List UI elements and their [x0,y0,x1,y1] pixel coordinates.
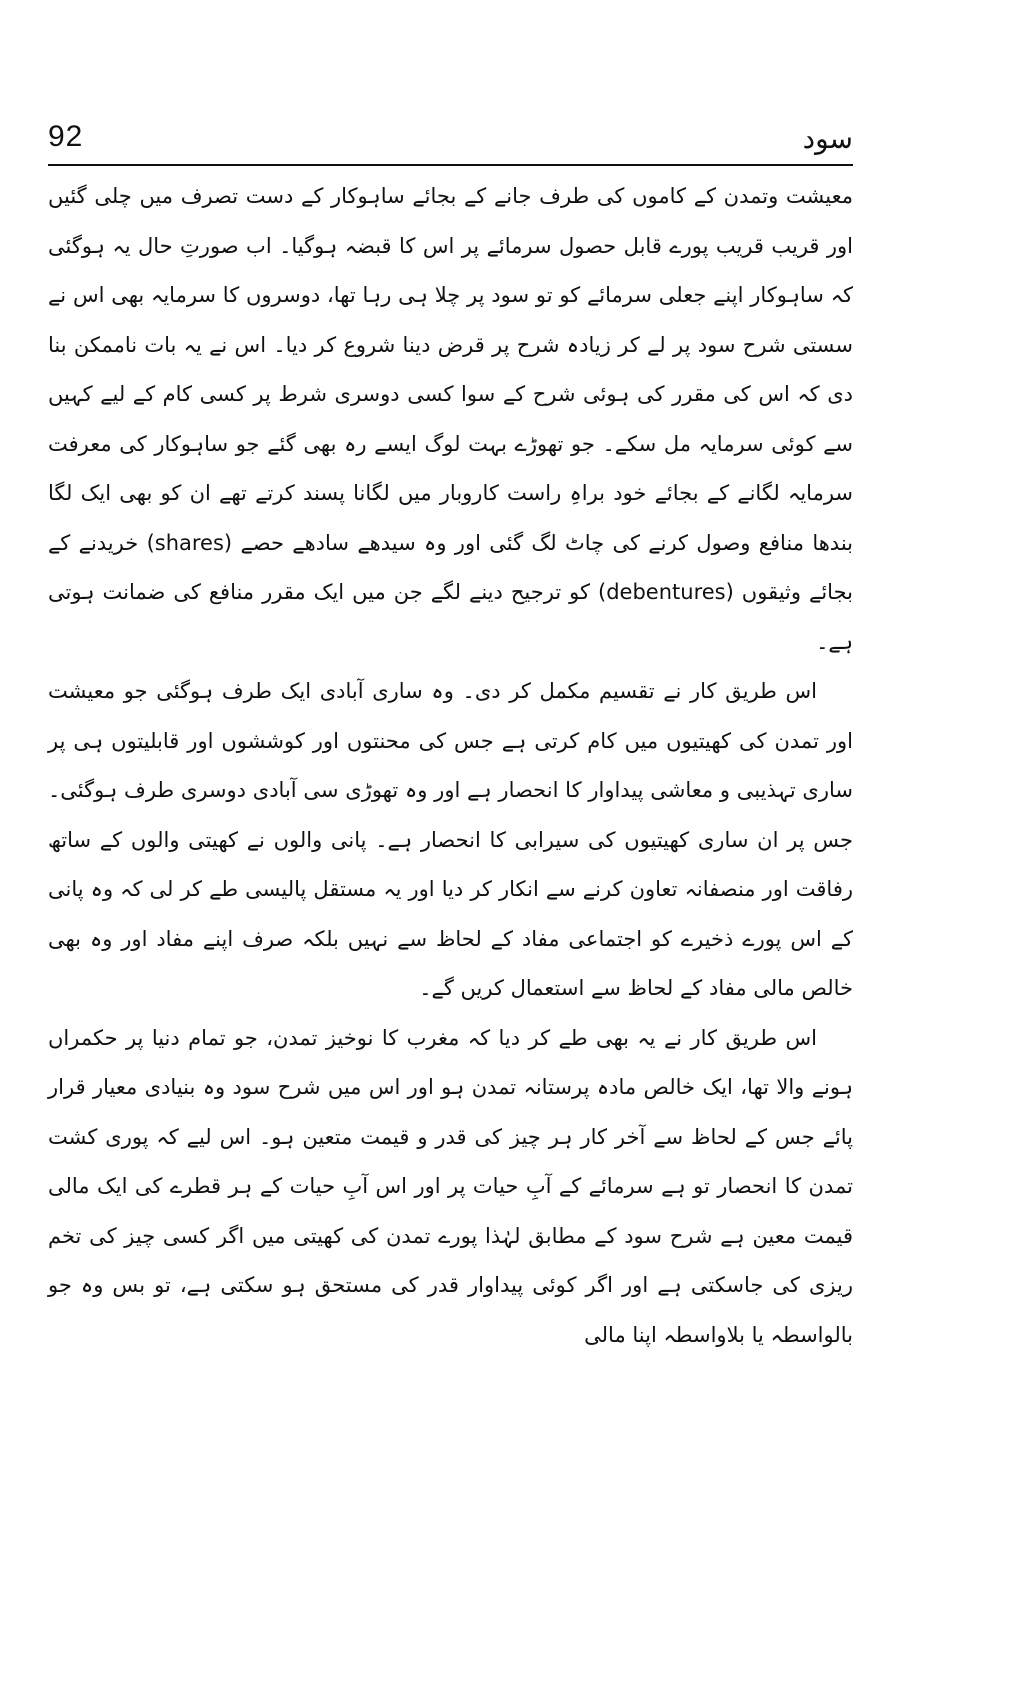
paragraph-3: اس طریق کار نے یہ بھی طے کر دیا کہ مغرب کا نوخیز تمدن، جو تمام دنیا پر حکمراں ہونے والا تھا، ایک خالص مادہ پرستانہ تمدن ہو اور اس میں شرح سود وہ بنیادی معیار قرار پائے جس کے لحاظ سے آخر کار ہر چیز کی قدر و قیمت متعین ہو۔ اس لیے کہ پوری کشت تمدن کا انحصار تو ہے سرمائے کے آبِ حیات پر اور اس آبِ حیات کے ہر قطرے کی ایک مالی قیمت معین ہے شرح سود کے مطابق لہٰذا پورے تمدن کی کھیتی میں اگر کسی چیز کی تخم ریزی کی جاسکتی ہے اور اگر کوئی پیداوار قدر کی مستحق ہو سکتی ہے، تو بس وہ جو بالواسطہ یا بلاواسطہ اپنا مالی [48,1025,853,1347]
header-rule [48,164,853,166]
body-text [48,172,853,1360]
paragraph-1: معیشت وتمدن کے کاموں کی طرف جانے کے بجائے ساہوکار کے دست تصرف میں چلی گئیں اور قریب قریب پورے قابل حصول سرمائے پر اس کا قبضہ ہوگیا۔ اب صورتِ حال یہ ہوگئی کہ ساہوکار اپنے جعلی سرمائے کو تو سود پر چلا ہی رہا تھا، دوسروں کا سرمایہ بھی اس نے سستی شرح سود پر لے کر زیادہ شرح پر قرض دینا شروع کر دیا۔ اس نے یہ بات ناممکن بنا دی کہ اس کی مقرر کی ہوئی شرح کے سوا کسی دوسری شرط پر کسی کام کے لیے کہیں سے کوئی سرمایہ مل سکے۔ جو تھوڑے بہت لوگ ایسے رہ بھی گئے جو ساہوکار کی معرفت سرمایہ لگانے کے بجائے خود براہِ راست کاروبار میں لگانا پسند کرتے تھے ان کو بھی ایک لگا بندھا منافع وصول کرنے کی چاٹ لگ گئی اور وہ سیدھے سادھے حصے (shares) خریدنے کے بجائے وثیقوں (debentures) کو ترجیح دینے لگے جن میں ایک مقرر منافع کی ضمانت ہوتی ہے۔ [48,184,853,654]
running-title: سود [802,122,853,155]
page-number: 92 [48,120,84,153]
page-header [48,114,853,164]
paragraph-2: اس طریق کار نے تقسیم مکمل کر دی۔ وہ ساری آبادی ایک طرف ہوگئی جو معیشت اور تمدن کی کھیتیوں میں کام کرتی ہے جس کی محنتوں اور کوششوں اور قابلیتوں ہی پر ساری تہذیبی و معاشی پیداوار کا انحصار ہے اور وہ تھوڑی سی آبادی دوسری طرف ہوگئی۔ جس پر ان ساری کھیتیوں کی سیرابی کا انحصار ہے۔ پانی والوں نے کھیتی والوں کے ساتھ رفاقت اور منصفانہ تعاون کرنے سے انکار کر دیا اور یہ مستقل پالیسی طے کر لی کہ وہ پانی کے اس پورے ذخیرے کو اجتماعی مفاد کے لحاظ سے نہیں بلکہ صرف اپنے مفاد اور وہ بھی خالص مالی مفاد کے لحاظ سے استعمال کریں گے۔ [48,679,853,1000]
